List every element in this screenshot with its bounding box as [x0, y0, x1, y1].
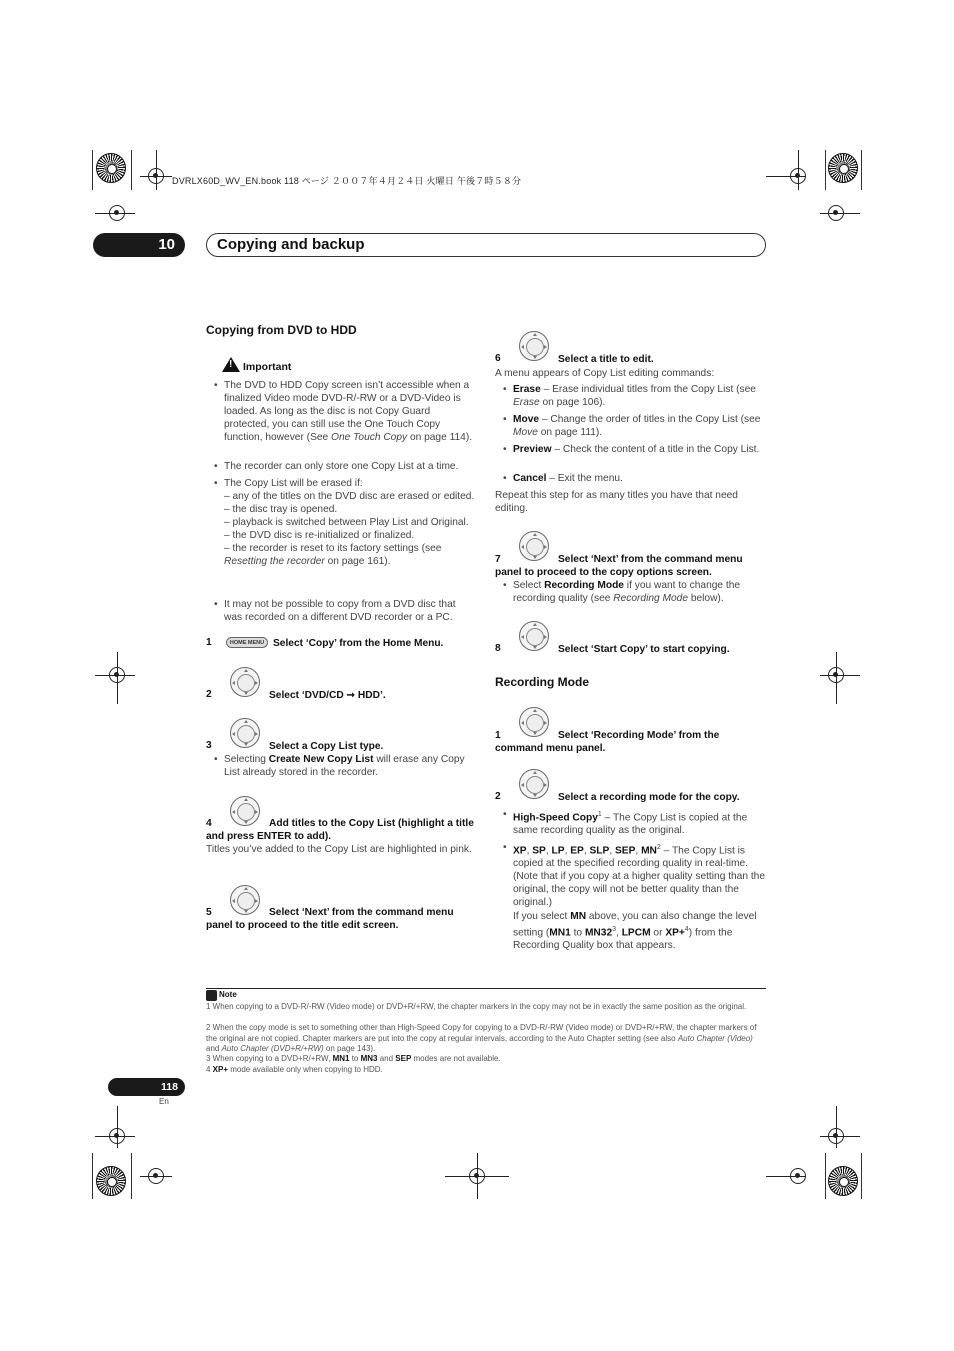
chapter-number: 10	[93, 233, 185, 257]
remote-dial-icon	[519, 621, 549, 651]
command-item: • Move – Change the order of titles in the Copy List (see Move on page 111).	[513, 413, 767, 439]
step-bullet: • Select Recording Mode if you want to change the recording quality (see Recording Mode below).	[513, 579, 767, 605]
note-icon	[206, 990, 217, 1001]
step-text: Select a Copy List type.	[269, 741, 384, 752]
footnote: 2 When the copy mode is set to something other than High-Speed Copy for copying to a DVD-R/-RW (Video mode) or DVD+R/+RW, the chapter markers of the original are not copied. Chapter markers are put into the copy at regular intervals, according to the Auto Chapter setting (see also Auto Chapter (Video) and Auto Chapter (DVD+R/+RW) on page 143).	[206, 1023, 757, 1053]
step-number: 2	[495, 791, 501, 802]
registration-sunburst-icon	[828, 153, 858, 183]
repeat-note: Repeat this step for as many titles you have that need editing.	[495, 490, 738, 514]
important-item: • The DVD to HDD Copy screen isn’t accessible when a finalized Video mode DVD-R/-RW or a DVD-Video is loaded. As long as the disc is not Copy Guard protected, you can still use the One Touch Copy function, however (See One Touch Copy on page 114).	[224, 379, 476, 444]
step-text: Select a recording mode for the copy.	[558, 792, 740, 803]
language-code: En	[159, 1097, 169, 1106]
step-text: Select ‘Copy’ from the Home Menu.	[273, 638, 444, 649]
important-item: • It may not be possible to copy from a DVD disc that was recorded on a different DVD recorder or a PC.	[224, 598, 476, 624]
step-number: 8	[495, 643, 501, 654]
file-header: DVRLX60D_WV_EN.book 118 ページ ２００７年４月２４日 火曜日 午後７時５８分	[172, 176, 522, 186]
registration-sunburst-icon	[96, 153, 126, 183]
step-number: 6	[495, 353, 501, 364]
step-text: 7 Select ‘Next’ from the command menu panel to proceed to the copy options screen.	[495, 554, 743, 578]
mode-item: • XP, SP, LP, EP, SLP, SEP, $MN^2$ – The Copy List is copied at the specified recording quality in real-time. (Note that if you copy at a higher quality setting than the original, the copy will not be better quality than the original.)	[513, 841, 767, 909]
step-number: 2	[206, 689, 212, 700]
step-text: 5 Select ‘Next’ from the command menu panel to proceed to the title edit screen.	[206, 907, 454, 931]
step-body: Titles you’ve added to the Copy List are highlighted in pink.	[206, 844, 472, 855]
mode-item: • High-Speed Copy$^1$ – The Copy List is copied at the same recording quality as the original.	[513, 808, 767, 837]
registration-sunburst-icon	[828, 1166, 858, 1196]
section-heading: Copying from DVD to HDD	[206, 323, 357, 337]
step-text: Select a title to edit.	[558, 354, 654, 365]
footnote: 4 XP+ mode available only when copying to HDD.	[206, 1065, 383, 1074]
important-item: • The recorder can only store one Copy List at a time.	[224, 460, 476, 473]
step-number: 1	[206, 637, 212, 648]
footnote: 1 When copying to a DVD-R/-RW (Video mode) or DVD+R/+RW, the chapter markers in the copy may not be in exactly the same position as the original.	[206, 1002, 747, 1011]
step-text: Select ‘Start Copy’ to start copying.	[558, 644, 730, 655]
command-item: • Erase – Erase individual titles from the Copy List (see Erase on page 106).	[513, 383, 767, 409]
remote-dial-icon	[519, 769, 549, 799]
page-number: 118	[108, 1078, 185, 1096]
step-bullet: • Selecting Create New Copy List will erase any Copy List already stored in the recorder.	[224, 753, 476, 779]
footnote: 3 When copying to a DVD+R/+RW, MN1 to MN3 and SEP modes are not available.	[206, 1054, 501, 1063]
important-item: • The Copy List will be erased if: – any of the titles on the DVD disc are erased or edited. – the disc tray is opened. – playback is switched between Play List and Original. – the DVD disc is re-initialized or finalized. – the recorder is reset to its factory settings (see Resetting the recorder on page 161).	[224, 477, 476, 568]
remote-dial-icon	[230, 667, 260, 697]
step-number: 3	[206, 740, 212, 751]
step-text: 1 Select ‘Recording Mode’ from the command menu panel.	[495, 730, 720, 754]
mn-note: If you select MN above, you can also change the level setting (MN1 to $MN32^3$, LPCM or XP+$^4$) from the Recording Quality box that appears.	[513, 911, 757, 952]
remote-dial-icon	[230, 718, 260, 748]
step-text: Select ‘DVD/CD ➞ HDD’.	[269, 690, 386, 701]
remote-dial-icon	[519, 331, 549, 361]
step-body: A menu appears of Copy List editing commands:	[495, 368, 715, 379]
chapter-title: Copying and backup	[206, 233, 766, 257]
command-item: • Cancel – Exit the menu.	[513, 472, 767, 485]
home-menu-button-icon: HOME MENU	[226, 637, 268, 648]
step-text: 4 Add titles to the Copy List (highlight a title and press ENTER to add).	[206, 818, 474, 842]
registration-sunburst-icon	[96, 1166, 126, 1196]
command-item: • Preview – Check the content of a title in the Copy List.	[513, 443, 767, 456]
note-label: Note	[219, 990, 237, 999]
important-label: Important	[243, 361, 292, 373]
note-divider	[206, 988, 766, 989]
section-heading: Recording Mode	[495, 675, 590, 689]
